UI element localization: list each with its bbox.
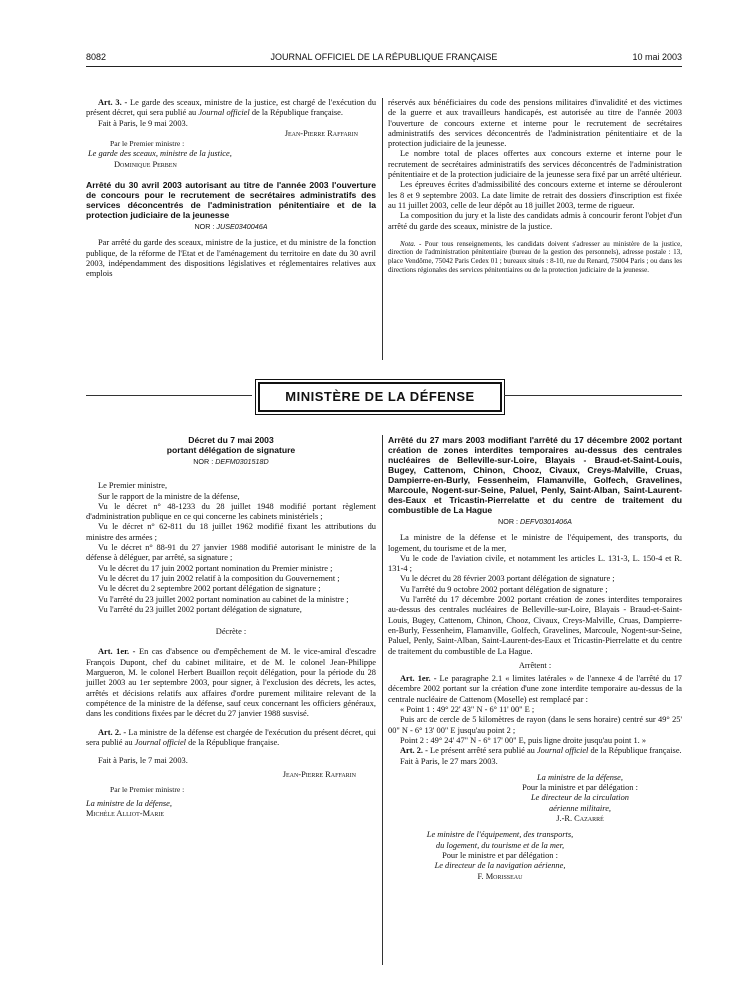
nor-reference bbox=[86, 457, 376, 467]
issue-date: 10 mai 2003 bbox=[632, 52, 682, 62]
signatory-name: Jean-Pierre Raffarin bbox=[282, 770, 356, 780]
nor-reference bbox=[86, 222, 376, 232]
article-2-label: Art. 2. - bbox=[98, 727, 127, 737]
page-header bbox=[86, 52, 682, 66]
arrete-body: Par arrêté du garde des sceaux, ministre de la justice, et du ministre de la fonction publique, de la réforme de l'Etat et de l'aménagement du territoire en date du 30 avril 2003, indépendamment des dispositions législatives et réglementaires relatives aux emplois bbox=[86, 238, 376, 279]
signature-title: Le ministre de l'équipement, des transports, bbox=[426, 830, 574, 840]
signatory-name: Jean-Pierre Raffarin bbox=[284, 128, 358, 138]
page-number: 8082 bbox=[86, 52, 107, 62]
article-3-label: Art. 3. - bbox=[98, 98, 128, 107]
minister-title: Le garde des sceaux, ministre de la justice, bbox=[88, 149, 232, 159]
signature-title: du logement, du tourisme et de la mer, bbox=[435, 840, 565, 850]
signature-role: aérienne militaire, bbox=[548, 803, 612, 813]
column-divider-bottom bbox=[382, 435, 383, 965]
nor-label: NOR : bbox=[498, 517, 520, 526]
decret-title-line1: Décret du 7 mai 2003 bbox=[188, 435, 274, 445]
signature-block-equipement bbox=[388, 830, 682, 881]
nor-reference bbox=[388, 517, 682, 527]
intro-line: Le Premier ministre, bbox=[98, 481, 168, 491]
nota-text: - Pour tous renseignements, les candidats doivent s'adresser au ministère de la justice, direction de l'administration pénitentiaire (bureau de la gestion des personnels), adresse postale : 13, place Vendôme, 75042 Paris Cedex 01 ; bureaux situés : 8-10, rue du Renard, 75004 Paris ; ou dans les directions régionales des services pénitentiaires ou de la protection judiciaire de la jeunesse. bbox=[388, 239, 682, 274]
bottom-right-column bbox=[388, 435, 682, 882]
article-1-text: Le paragraphe 2.1 « limites latérales » de l'annexe 4 de l'arrêté du 17 décembre 2002 portant sur la création d'une zone interdite temporaire au-dessus de la centrale nucléaire de Cattenom (Moselle) est remplacé par : bbox=[388, 674, 682, 704]
paragraph: La composition du jury et la liste des candidats admis à concourir feront l'objet d'un arrêté du garde des sceaux, ministre de la justice. bbox=[388, 211, 682, 231]
intro-line: Sur le rapport de la ministre de la défense, bbox=[98, 491, 240, 501]
signature-delegation: Pour la ministre et par délégation : bbox=[522, 783, 638, 793]
fait-a-paris: Fait à Paris, le 7 mai 2003. bbox=[98, 756, 188, 766]
article-2-text: La ministre de la défense est chargée de l'exécution du présent décret, qui sera publié au bbox=[86, 727, 377, 747]
nor-code: DEFM0301518D bbox=[215, 457, 269, 466]
vu-clause: Vu le décret n° 48-1233 du 28 juillet 1948 modifié portant règlement d'administration publique en ce qui concerne les cabinets ministériels ; bbox=[86, 501, 376, 522]
minister-name: Michèle Alliot-Marie bbox=[86, 809, 165, 819]
arrete-title: Arrêté du 30 avril 2003 autorisant au titre de l'année 2003 l'ouverture de concours pour le recrutement de secrétaires administratifs des services déconcentrés de l'administration pénitentiaire et de la protection judiciaire de la jeunesse bbox=[86, 180, 376, 221]
signature-name: J.-R. Cazarré bbox=[556, 814, 604, 824]
article-2-text-end: de la République française. bbox=[186, 737, 280, 747]
signature-name: F. Morisseau bbox=[477, 871, 523, 881]
decrete: Décrète : bbox=[215, 627, 247, 637]
article-3-text-end: de la République française. bbox=[249, 108, 343, 118]
article-3-text: Le garde des sceaux, ministre de la justice, est chargé de l'exécution du présent décret, qui sera publié au bbox=[86, 98, 377, 118]
vu-clause: Vu le décret du 17 juin 2002 portant nomination du Premier ministre ; bbox=[98, 563, 333, 573]
signature-role: Le directeur de la navigation aérienne, bbox=[434, 861, 566, 871]
par-premier-ministre: Par le Premier ministre : bbox=[110, 784, 185, 794]
journal-officiel-ref: Journal officiel bbox=[134, 737, 187, 747]
signature-delegation: Pour le ministre et par délégation : bbox=[442, 850, 558, 860]
article-1-label: Art. 1er. - bbox=[98, 647, 136, 657]
article-3 bbox=[86, 98, 376, 119]
vu-clause: Vu le décret n° 62-811 du 18 juillet 1962 modifié fixant les attributions du ministre des armées ; bbox=[86, 522, 376, 542]
signature-role: Le directeur de la circulation bbox=[531, 793, 629, 803]
vu-clause: Vu le code de l'aviation civile, et notamment les articles L. 131-3, L. 150-4 et R. 131-4 ; bbox=[388, 553, 682, 574]
fait-a-paris: Fait à Paris, le 27 mars 2003. bbox=[400, 756, 498, 766]
journal-officiel-ref: Journal officiel bbox=[536, 746, 589, 756]
vu-clause: Vu le décret n° 88-91 du 27 janvier 1988 modifié autorisant le ministre de la défense à déléguer, par arrêté, sa signature ; bbox=[86, 543, 376, 563]
paragraph: Le nombre total de places offertes aux concours externe et interne pour le recrutement de secrétaires administratifs des services déconcentrés de l'administration pénitentiaire et de la protection judiciaire de la jeunesse sera fixé par un arrêté ultérieur. bbox=[388, 149, 682, 180]
journal-officiel-ref: Journal officiel bbox=[198, 108, 250, 118]
bottom-left-column bbox=[86, 435, 376, 820]
heading-rule-right bbox=[504, 395, 682, 396]
nota-label: Nota. bbox=[400, 239, 416, 248]
par-premier-ministre: Par le Premier ministre : bbox=[110, 139, 185, 149]
nor-code: DEFV0301406A bbox=[520, 517, 572, 526]
article-1-label: Art. 1er. - bbox=[400, 674, 437, 684]
heading-rule-left bbox=[86, 395, 252, 396]
decret-title bbox=[86, 435, 376, 455]
vu-clause: Vu l'arrêté du 23 juillet 2002 portant nomination au cabinet de la ministre ; bbox=[98, 594, 349, 604]
coordinate-point: Point 2 : 49° 24' 47" N - 6° 17' 00" E, puis ligne droite jusqu'au point 1. » bbox=[400, 735, 647, 745]
signature-block-defense bbox=[388, 773, 682, 824]
article-2 bbox=[86, 728, 376, 749]
column-divider-top bbox=[382, 98, 383, 360]
paragraph: réservés aux bénéficiaires du code des pensions militaires d'invalidité et des victimes de la guerre et aux travailleurs handicapés, est autorisée au titre de l'année 2003 l'ouverture de concours externe et interne pour le recrutement de secrétaires administratifs des services déconcentrés de l'administration pénitentiaire et de la protection judiciaire de la jeunesse. bbox=[388, 98, 682, 149]
vu-clause: Vu le décret du 2 septembre 2002 portant délégation de signature ; bbox=[98, 584, 321, 594]
nota-note bbox=[388, 240, 682, 274]
top-left-column bbox=[86, 98, 376, 280]
coordinate-point: « Point 1 : 49° 22' 43" N - 6° 11' 00" E ; bbox=[400, 705, 535, 715]
vu-clause: Vu l'arrêté du 23 juillet 2002 portant délégation de signature, bbox=[98, 604, 302, 614]
article-2-text: Le présent arrêté sera publié au bbox=[427, 746, 537, 756]
minister-name: Dominique Perben bbox=[114, 159, 177, 169]
article-1 bbox=[388, 674, 682, 705]
fait-a-paris: Fait à Paris, le 9 mai 2003. bbox=[98, 118, 188, 128]
nor-code: JUSE0340046A bbox=[216, 222, 268, 232]
article-1 bbox=[86, 647, 376, 719]
article-1-text: En cas d'absence ou d'empêchement de M. le vice-amiral d'escadre François Dupont, chef du cabinet militaire, et de M. le colonel Jean-Philippe Margueron, M. le colonel Herbert Buaillon reçoit délégation, pour la période du 28 juillet 2003 au 1er septembre 2003, pour signer, à l'exclusion des décrets, les actes, arrêtés et décisions relatifs aux affaires d'ordre purement militaire relevant de la compétence de la ministre de la défense, sauf ceux concernant les officiers généraux, dans les conditions fixées par le décret du 27 janvier 1988 susvisé. bbox=[86, 647, 376, 719]
vu-clause: Vu le décret du 17 juin 2002 relatif à la composition du Gouvernement ; bbox=[98, 573, 340, 583]
vu-clause: Vu l'arrêté du 17 décembre 2002 portant création de zones interdites temporaires au-dessus des centrales nucléaires de Belleville-sur-Loire, Blayais - Braud-et-Saint-Louis, Bugey, Cattenom, Chinon, Chooz, Civaux, Creys-Malville, Cruas, Dampierre-en-Burly, Fessenheim, Flamanville, Golfech, Gravelines, Marcoule, Nogent-sur-Seine, Paluel, Penly, Saint-Alban, Saint-Laurent-des-Eaux et Tricastin-Pierrelatte et du centre de traitement du combustible de La Hague. bbox=[388, 595, 682, 656]
intro-line: La ministre de la défense et le ministre de l'équipement, des transports, du logement, du tourisme et de la mer, bbox=[388, 533, 682, 553]
nor-label: NOR : bbox=[194, 222, 217, 232]
article-2 bbox=[388, 746, 682, 756]
journal-title: JOURNAL OFFICIEL DE LA RÉPUBLIQUE FRANÇAISE bbox=[270, 52, 498, 62]
minister-title: La ministre de la défense, bbox=[86, 799, 172, 809]
vu-clause: Vu l'arrêté du 9 octobre 2002 portant délégation de signature ; bbox=[400, 584, 608, 594]
header-rule bbox=[86, 66, 682, 67]
decret-title-line2: portant délégation de signature bbox=[166, 445, 296, 455]
signature-title: La ministre de la défense, bbox=[537, 772, 623, 782]
arretent: Arrêtent : bbox=[518, 660, 552, 670]
paragraph: Les épreuves écrites d'admissibilité des concours externe et interne se dérouleront les 8 et 9 septembre 2003. La date limite de retrait des dossiers d'inscription est fixée au 11 juillet 2003, celle de leur dépôt au 18 juillet 2003, terme de rigueur. bbox=[388, 180, 682, 210]
arc-description: Puis arc de cercle de 5 kilomètres de rayon (dans le sens horaire) centré sur 49° 25' 00" N - 6° 13' 00" E jusqu'au point 2 ; bbox=[388, 715, 682, 735]
nor-label: NOR : bbox=[193, 457, 216, 466]
top-right-column bbox=[388, 98, 682, 274]
ministry-heading: MINISTÈRE DE LA DÉFENSE bbox=[258, 382, 502, 412]
article-2-label: Art. 2. - bbox=[400, 746, 428, 756]
vu-clause: Vu le décret du 28 février 2003 portant délégation de signature ; bbox=[400, 574, 615, 584]
arrete-title: Arrêté du 27 mars 2003 modifiant l'arrêté du 17 décembre 2002 portant création de zones interdites temporaires au-dessus des centrales nucléaires de Belleville-sur-Loire, Blayais - Braud-et-Saint-Louis, Bugey, Cattenom, Chinon, Chooz, Civaux, Creys-Malville, Cruas, Dampierre-en-Burly, Fessenheim, Flamanville, Golfech, Gravelines, Marcoule, Nogent-sur-Seine, Paluel, Penly, Saint-Alban, Saint-Laurent-des-Eaux et Tricastin-Pierrelatte et du centre de traitement du combustible de La Hague bbox=[388, 435, 682, 515]
article-2-text-end: de la République française. bbox=[588, 746, 682, 756]
